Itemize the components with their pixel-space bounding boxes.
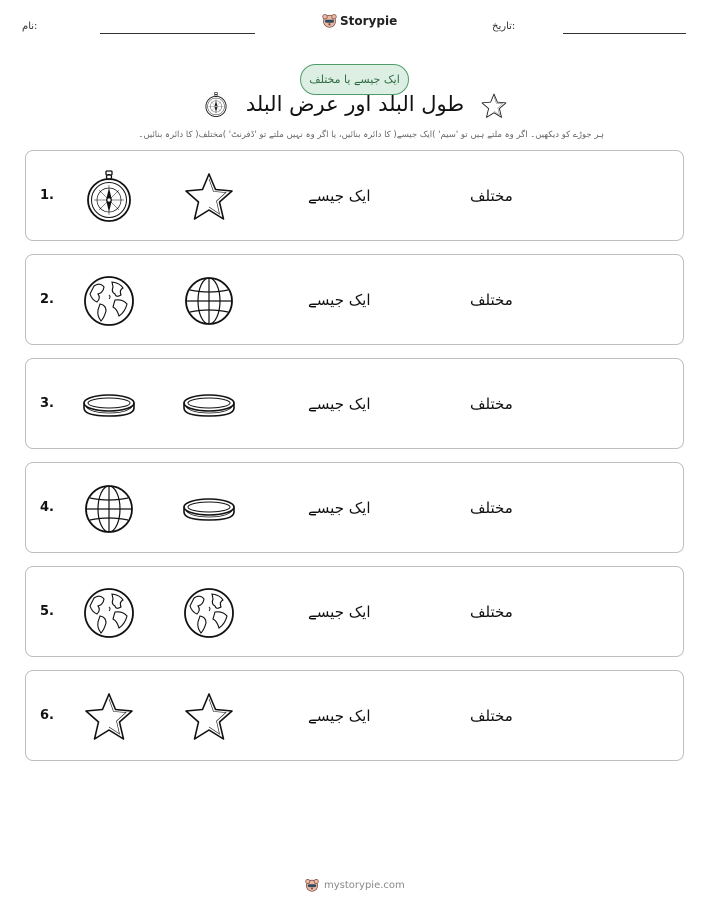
different-option[interactable]: مختلف [470,291,513,309]
title-row [0,88,709,128]
same-option[interactable]: ایک جیسے [308,395,371,413]
row-number: 6. [40,708,54,723]
wire-globe-icon [82,482,136,536]
earth-globe-icon [82,274,136,328]
star-icon [82,690,136,744]
worksheet-header [0,0,709,40]
same-option[interactable]: ایک جیسے [308,499,371,517]
question-row [25,566,684,657]
brand-logo [322,13,397,28]
date-label: تاریخ: [492,21,516,32]
compass-icon [203,90,229,120]
row-number: 4. [40,500,54,515]
different-option[interactable]: مختلف [470,499,513,517]
compass-icon [82,170,136,224]
footer-url: mystorypie.com [324,879,405,891]
mascot-icon [305,878,319,892]
row-number: 5. [40,604,54,619]
row-number: 3. [40,396,54,411]
ring-icon [182,482,236,536]
ring-icon [82,378,136,432]
same-option[interactable]: ایک جیسے [308,603,371,621]
question-row [25,358,684,449]
row-number: 1. [40,188,54,203]
page-title: طول البلد اور عرض البلد [245,92,465,116]
different-option[interactable]: مختلف [470,707,513,725]
question-row [25,670,684,761]
mascot-icon [322,13,337,28]
same-option[interactable]: ایک جیسے [308,291,371,309]
footer [305,878,405,892]
wire-globe-icon [182,274,236,328]
different-option[interactable]: مختلف [470,187,513,205]
brand-name: Storypie [340,13,398,28]
earth-globe-icon [82,586,136,640]
ring-icon [182,378,236,432]
date-line[interactable] [563,33,686,34]
question-row [25,254,684,345]
same-option[interactable]: ایک جیسے [308,707,371,725]
star-icon [480,92,508,120]
row-number: 2. [40,292,54,307]
question-row [25,150,684,241]
earth-globe-icon [182,586,236,640]
question-row [25,462,684,553]
different-option[interactable]: مختلف [470,395,513,413]
name-line[interactable] [100,33,255,34]
star-icon [182,170,236,224]
star-icon [182,690,236,744]
same-option[interactable]: ایک جیسے [308,187,371,205]
name-label: نام: [22,21,38,32]
different-option[interactable]: مختلف [470,603,513,621]
topic-badge: ایک جیسے یا مختلف [300,64,409,95]
instructions: ہر جوڑے کو دیکھیں۔ اگر وہ ملتے ہیں تو 'سیم' )ایک جیسے( کا دائرہ بنائیں، یا اگر وہ نہیں ملتے تو 'ڈفرنٹ' )مختلف( کا دائرہ بنائیں۔ [138,130,604,140]
